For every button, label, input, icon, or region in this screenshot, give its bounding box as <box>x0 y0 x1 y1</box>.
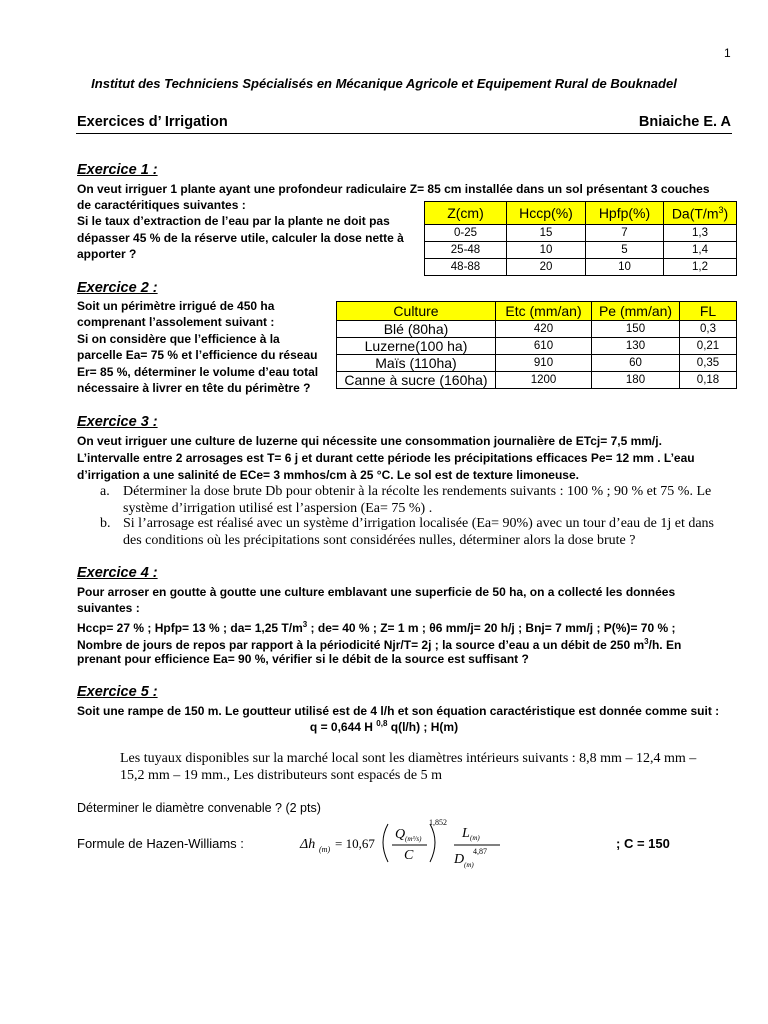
formula-q-sub: (m³/s) <box>405 835 422 843</box>
table-row <box>337 355 737 372</box>
exercise-4-line-4: Nombre de jours de repos par rapport à la périodicité Njr/T= 2j ; la source d’eau a un débit de 250 $m^3/h$. En <box>77 637 682 652</box>
header-depth: Z(cm) <box>425 202 507 225</box>
table-cell: 610 <box>496 338 592 355</box>
table-cell: 15 <box>507 225 586 242</box>
exercise-1-line-2: de caractéritiques suivantes : <box>77 198 246 212</box>
table-cell: 180 <box>592 372 680 389</box>
exercise-1-line-4: dépasser 45 % de la réserve utile, calculer la dose nette à <box>77 231 404 245</box>
table-cell: 5 <box>586 242 664 259</box>
formula-label: Formule de Hazen-Williams : <box>77 836 244 851</box>
exercise-3-line-1: On veut irriguer une culture de luzerne qui nécessite une consommation journalière de ETcj= 7,5 mm/j. <box>77 434 662 448</box>
formula-d: D <box>454 852 465 867</box>
exercise-2-line-4: parcelle Ea= 75 % et l’efficience du réseau <box>77 348 318 362</box>
table-cell: 1200 <box>496 372 592 389</box>
exercise-3-item-a-label: a. <box>100 484 110 499</box>
table-cell: 1,2 <box>664 259 737 276</box>
header-hpfp: Hpfp(%) <box>586 202 664 225</box>
formula-d-sub: (m) <box>464 861 474 869</box>
exercise-1-line-1: On veut irriguer 1 plante ayant une profondeur radiculaire Z= 85 cm installée dans un sol présentant 3 couches <box>77 182 710 196</box>
header-fl: FL <box>680 302 737 321</box>
exercise-5-question: Déterminer le diamètre convenable ? (2 pts) <box>77 801 321 815</box>
table-cell: 0,21 <box>680 338 737 355</box>
emitter-equation: q = 0,644 H $^{0,8}$ q(l/h) ; H(m) <box>309 719 459 734</box>
formula-constant: ; C = 150 <box>616 836 670 851</box>
formula-exponent-1: 1,852 <box>429 818 447 827</box>
table-cell: 48-88 <box>425 259 507 276</box>
table-row <box>337 338 737 355</box>
formula-sub: (m) <box>319 845 331 854</box>
table-cell: 0,3 <box>680 321 737 338</box>
crop-rotation-table <box>336 301 737 389</box>
table-cell: 0,35 <box>680 355 737 372</box>
header-density: $Da(T/m^3)$ <box>664 202 737 225</box>
exercise-5-line-1: Soit une rampe de 150 m. Le goutteur utilisé est de 4 l/h et son équation caractéristique est donnée comme suit : <box>77 704 720 718</box>
exercise-5-paragraph-line-1: Les tuyaux disponibles sur la marché local sont les diamètres intérieurs suivants : 8,8 mm – 12,4 mm – <box>120 751 697 766</box>
table-cell: 25-48 <box>425 242 507 259</box>
table-cell: 1,3 <box>664 225 737 242</box>
exercise-2-line-3: Si on considère que l’efficience à la <box>77 332 280 346</box>
table-row <box>337 372 737 389</box>
exercise-3-title: Exercice 3 : <box>77 414 158 430</box>
formula-l: L <box>462 826 470 841</box>
table-cell: 10 <box>586 259 664 276</box>
exercise-3-item-a-line-2: système d’irrigation utilisé est l’aspersion (Ea= 75 %) . <box>123 501 433 516</box>
exercise-3-line-3: d’irrigation a une salinité de ECe= 3 mmhos/cm à 25 °C. Le sol est de texture limoneuse. <box>77 468 579 482</box>
formula-c-letter: C <box>404 848 414 863</box>
table-cell: 910 <box>496 355 592 372</box>
author-name: Bniaiche E. A <box>638 114 731 130</box>
exercise-4-line-3: Hccp= 27 % ; Hpfp= 13 % ; da= 1,25 $T/m^3$ ; de= 40 % ; Z= 1 m ; θ6 mm/j= 20 h/j ; Bnj= 7 mm/j ; P(%)= 70 % ; <box>77 620 676 635</box>
institute-name: Institut des Techniciens Spécialisés en Mécanique Agricole et Equipement Rural de Bouknadel <box>91 76 677 91</box>
header-culture: Culture <box>337 302 496 321</box>
table-row <box>425 225 737 242</box>
table-cell: Blé (80ha) <box>337 321 496 338</box>
exercise-1-title: Exercice 1 : <box>77 162 158 178</box>
header-pe: Pe (mm/an) <box>592 302 680 321</box>
table-cell: 420 <box>496 321 592 338</box>
exercise-4-title: Exercice 4 : <box>77 565 158 581</box>
formula-left-paren <box>383 824 388 862</box>
exercise-5-paragraph-line-2: 15,2 mm – 19 mm., Les distributeurs sont espacés de 5 m <box>120 768 442 783</box>
table-cell: 0-25 <box>425 225 507 242</box>
table-cell: 20 <box>507 259 586 276</box>
page-number: 1 <box>724 46 731 60</box>
table-cell: 130 <box>592 338 680 355</box>
header-hccp: Hccp(%) <box>507 202 586 225</box>
exercise-1-line-3: Si le taux d’extraction de l’eau par la plante ne doit pas <box>77 214 390 228</box>
header-rule <box>76 133 732 134</box>
table-cell: 10 <box>507 242 586 259</box>
exercise-2-title: Exercice 2 : <box>77 280 158 296</box>
exercise-2-line-2: comprenant l’assolement suivant : <box>77 315 275 329</box>
exercise-1-line-5: apporter ? <box>77 247 137 261</box>
table-cell: 150 <box>592 321 680 338</box>
table-cell: 60 <box>592 355 680 372</box>
table-cell: Maïs (110ha) <box>337 355 496 372</box>
table-cell: 1,4 <box>664 242 737 259</box>
header-etc: Etc (mm/an) <box>496 302 592 321</box>
exercise-2-line-1: Soit un périmètre irrigué de 450 ha <box>77 299 275 313</box>
formula-coefficient: = 10,67 <box>335 836 375 851</box>
document-title: Exercices d’ Irrigation <box>77 114 228 130</box>
formula-delta: Δh <box>300 837 316 852</box>
table-cell: 7 <box>586 225 664 242</box>
table-cell: Luzerne(100 ha) <box>337 338 496 355</box>
table-row <box>337 321 737 338</box>
formula-q: Q <box>395 827 406 842</box>
table-row <box>425 242 737 259</box>
exercise-2-line-6: nécessaire à livrer en tête du périmètre ? <box>77 381 311 395</box>
exercise-3-item-b-line-1: Si l’arrosage est réalisé avec un système d’irrigation localisée (Ea= 90%) avec un tour d’eau de 1j et dans <box>123 516 715 531</box>
exercise-3-line-2: L’intervalle entre 2 arrosages est T= 6 j et durant cette période les précipitations efficaces Pe= 12 mm . L’eau <box>77 451 695 465</box>
hazen-williams-formula <box>298 814 508 870</box>
exercise-3-item-b-label: b. <box>100 516 111 531</box>
exercise-3-item-a-line-1: Déterminer la dose brute Db pour obtenir à la récolte les rendements suivants : 100 % ; 90 % et 75 %. Le <box>123 484 712 499</box>
exercise-3-item-b-line-2: des conditions où les précipitations sont considérées nulles, déterminer alors la dose brute ? <box>123 533 636 548</box>
exercise-5-title: Exercice 5 : <box>77 684 158 700</box>
table-cell: 0,18 <box>680 372 737 389</box>
formula-exponent-2: 4,87 <box>473 847 487 856</box>
exercise-4-line-5: prenant pour efficience Ea= 90 %, vérifier si le débit de la source est suffisant ? <box>77 652 529 666</box>
formula-right-paren <box>430 824 435 862</box>
exercise-2-line-5: Er= 85 %, déterminer le volume d’eau total <box>77 365 319 379</box>
table-row <box>425 259 737 276</box>
table-cell: Canne à sucre (160ha) <box>337 372 496 389</box>
exercise-4-line-1: Pour arroser en goutte à goutte une culture emblavant une superficie de 50 ha, on a collecté les données <box>77 585 676 599</box>
soil-layers-table <box>424 201 737 276</box>
formula-l-sub: (m) <box>470 834 480 842</box>
exercise-4-line-2: suivantes : <box>77 601 140 615</box>
